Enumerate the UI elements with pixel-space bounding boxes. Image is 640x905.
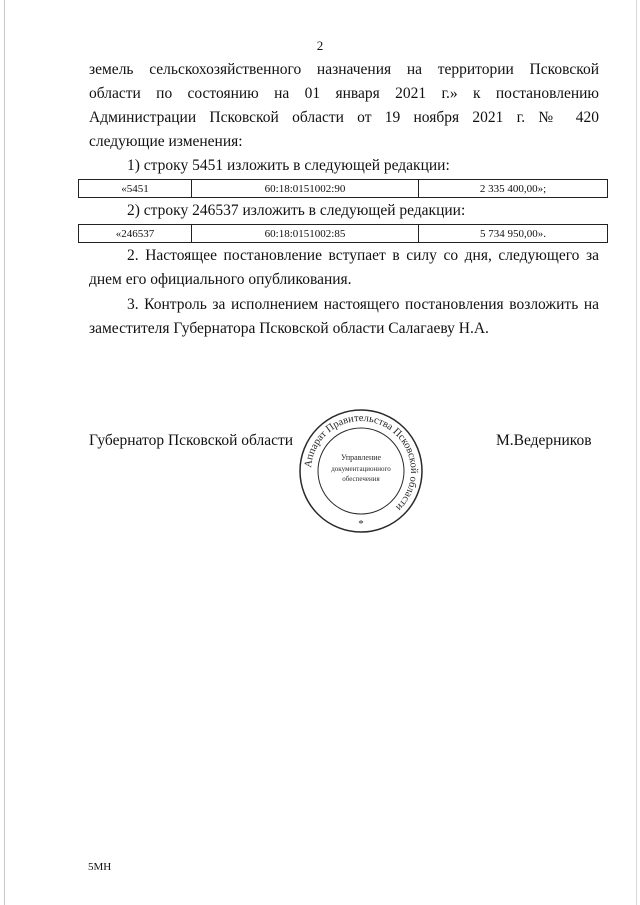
paragraph-line: области по состоянию на 01 января 2021 г.» к постановлению [89,85,599,102]
official-seal [298,408,424,534]
seal-ring-text: Аппарат Правительства Псковской области [303,412,420,513]
table-cell-number: «246537 [79,225,192,243]
seal-center-line: документационного [331,465,391,473]
page-number: 2 [316,38,324,53]
scan-edge-right [636,0,637,905]
seal-center-line: Управление [340,453,382,462]
paragraph-3: 3. Контроль за исполнением настоящего постановления возложить на заместителя Губернатора Псковской области Салагаеву Н.А. [89,296,599,337]
seal-star: * [358,518,364,530]
signatory-position: Губернатор Псковской области [89,432,294,449]
paragraph-line: Администрации Псковской области от 19 ноября 2021 г. № 420 [89,109,599,126]
table-cell-value: 2 335 400,00»; [419,180,608,198]
scan-edge-left [4,0,5,905]
list-item-1: 1) строку 5451 изложить в следующей редакции: [127,157,450,174]
table-row-5451 [78,179,608,198]
table-cell-cadastral: 60:18:0151002:85 [192,225,419,243]
table-cell-number: «5451 [79,180,192,198]
signatory-name: М.Ведерников [496,432,592,449]
footer-code: 5МН [88,861,112,873]
paragraph-line: земель сельскохозяйственного назначения на территории Псковской [89,61,599,78]
table-cell-cadastral: 60:18:0151002:90 [192,180,419,198]
paragraph-2: 2. Настоящее постановление вступает в силу со дня, следующего за днем его официального опубликования. [89,247,599,288]
list-item-2: 2) строку 246537 изложить в следующей редакции: [127,202,466,219]
table-row-246537 [78,224,608,243]
seal-center-line: обеспечения [342,475,380,483]
paragraph-line: следующие изменения: [89,133,243,150]
table-cell-value: 5 734 950,00». [419,225,608,243]
